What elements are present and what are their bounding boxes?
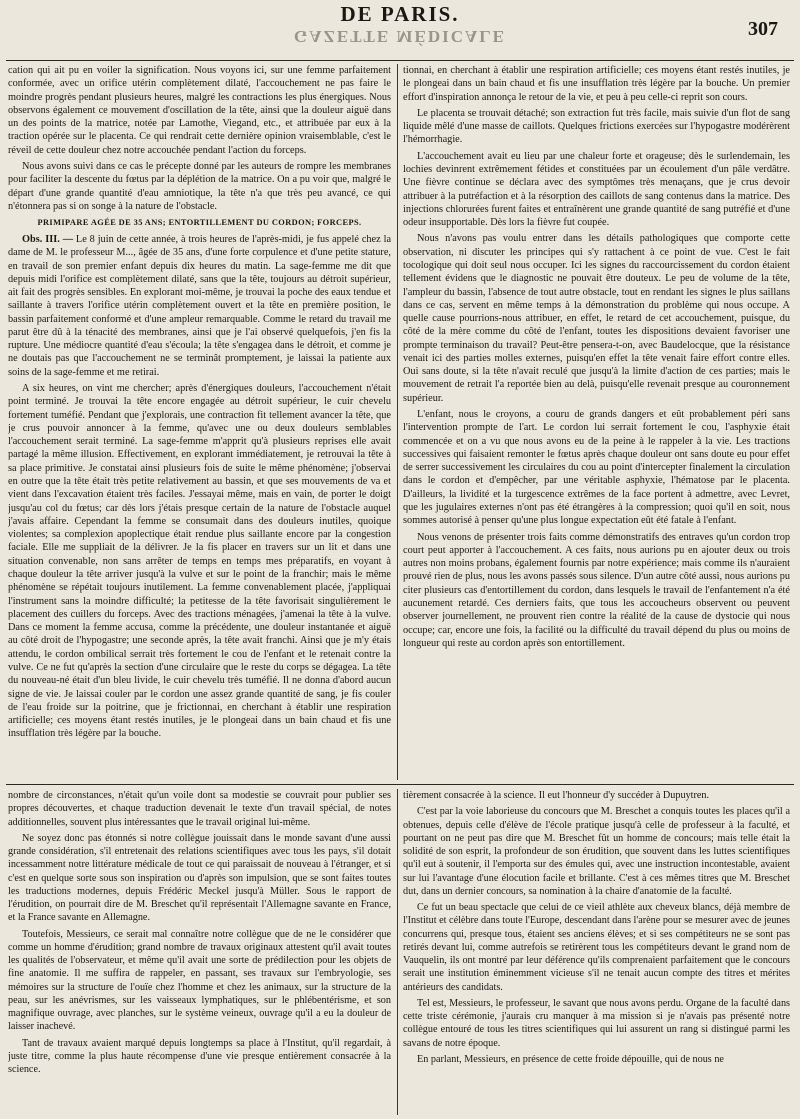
paragraph: En parlant, Messieurs, en présence de cette froide dépouille, qui de nous ne [417, 1053, 724, 1065]
paragraph: tièrement consacrée à la science. Il eut l'honneur d'y succéder à Dupuytren. [403, 790, 710, 801]
paragraph: A six heures, on vint me chercher; après d'énergiques douleurs, l'accouchement n'était point terminé. Je trouvai la tête encore engagée au détroit supérieur, le cuir chevelu fortement tuméfié. Pendant que j'explorais, une contraction fit tellement avancer la tête, que je crus pouvoir annoncer à la femme, qu'avec une ou deux douleurs semblables l'accouchement serait terminé. La sage-femme m'apprit qu'à plusieurs reprises elle avait partagé la même illusion. Effectivement, en explorant immédiatement, je retrouvai la tête à sa place primitive. Je constatai ainsi plusieurs fois de suite le même phénomène; j'observai en outre que la tête était très petite relativement au bassin, et que ses mouvements de va et vient dans l'excavation étaient très faciles. J'essayai même, mais en vain, de porter le doigt jusqu'au col du fœtus; car dès lors j'étais presque certain de la nature de l'obstacle auquel j'avais affaire. Cependant la femme se consumait dans des douleurs inutiles, quoique violentes; sa complexion apoplectique était rendue plus saillante encore par la congestion faciale. Elle me suppliait de la délivrer. Je la fis placer en travers sur un lit et dans une situation convenable, non sans arrêter de temps en temps mes préparatifs, en voyant à chaque douleur la tête arriver jusqu'à la vulve et sur le point de la franchir; mais le même phénomène se répétait toujours inutilement. La femme convenablement placée, j'appliquai l'instrument sans la moindre difficulté; la petitesse de la tête favorisait singulièrement le placement des cuillers du forceps. Avec des tractions ménagées, j'amenai la tête à la vulve. Dans ce moment la femme accusa, comme la précédente, une douleur instantanée et aiguë au côté droit de l'hypogastre; une seconde après, la tête avait franchi. Ainsi que je m'y étais attendu, le cordon ombilical serrait très fortement le cou de l'enfant et le retenait contre la vulve. Ce ne fut qu'après la section d'une circulaire que le reste du corps se dégagea. La tête du nouveau-né était d'un bleu livide, le cuir chevelu très tuméfié. Il ne donna d'abord aucun signe de vie. Je laissai couler par le cordon une assez grande quantité de sang, je fis couler de l'eau froide sur la poitrine, que je frictionnai, en cherchant à établir une respiration artificielle; ces moyens étant restés inutiles, je le plongeai dans un bain chaud et fis une insufflation très légère par la bouche. [8, 383, 391, 740]
paragraph: L'enfant, nous le croyons, a couru de grands dangers et eût probablement péri sans l'intervention prompte de l'art. Le cordon lui serrait fortement le cou, l'asphyxie était commencée et on a vu que nous avons eu de la peine à le rappeler à la vie. Les tractions successives qui faisaient remonter le fœtus après chaque douleur ont sans doute eu pour effet de serrer successivement les circulaires du cou au point d'intercepter finalement la circulation dans le cordon et d'empêcher, par une véritable asphyxie, l'hématose par le placenta. D'ailleurs, la lividité et la turgescence extrêmes de la face portent à admettre, avec Levret, que les jugulaires externes n'ont pas été étrangères à la compression; quoi qu'il en soit, nous sommes autorisé à penser qu'une plus longue expectation eût été fatale à l'enfant. [403, 409, 790, 527]
paragraph: Toutefois, Messieurs, ce serait mal connaître notre collègue que de ne le considérer que comme un homme d'érudition; grand nombre de travaux originaux attestent qu'il avait toutes les qualités de l'observateur, et même qu'il avait une sorte de prédilection pour les objets de fine anatomie. Il me suffira de rappeler, en passant, ses travaux sur l'embryologie, ses mémoires sur la structure de l'ouïe chez l'homme et chez les animaux, sur la structure de la peau, sur les anévrismes, sur les vaisseaux lymphatiques, sur le phlébentérisme, et son magnifique ouvrage, avec planches, sur le système veineux, ouvrage qu'il a eu la douleur de laisser inachevé. [8, 928, 391, 1033]
column-divider [397, 64, 398, 780]
observation-label: Obs. III. — [22, 233, 73, 245]
paragraph: Tant de travaux avaient marqué depuis longtemps sa place à l'Institut, qu'il regardait, à juste titre, comme la plus haute récompense d'une vie presque entièrement consacrée à la science. [8, 1037, 391, 1075]
page-number: 307 [748, 18, 778, 40]
paragraph: Nous venons de présenter trois faits comme démonstratifs des entraves qu'un cordon trop court peut apporter à l'accouchement. A ces faits, nous aurions pu en ajouter deux ou trois autres non moins probans, également fournis par notre expérience; mais comme ils n'auraient prouvé rien de plus, nous les avons passés sous silence. D'un autre côté aussi, nous aurions pu citer plusieurs cas d'entortillement du cordon, dans lesquels le travail de l'enfantement n'a été aucunement retardé. Ces derniers faits, que tous les accoucheurs observent ou peuvent observer journellement, ne prouvent rien contre la réalité de la cause de dystocie qui nous occupe; car, encore une fois, la facilité ou la difficulté du travail dépend du plus ou moins de longueur qui reste au cordon après son entortillement. [403, 531, 790, 649]
column-divider [397, 789, 398, 1115]
paragraph: Nous avons suivi dans ce cas le précepte donné par les auteurs de rompre les membranes pour faciliter la descente du fœtus par la déplétion de la matrice. On a pu voir que, malgré le départ d'une grande quantité d'eau amniotique, la tête n'a que très peu avancé, ce qui n'étonnera pas si on songe à la nature de l'obstacle. [8, 160, 391, 212]
paragraph: Le placenta se trouvait détaché; son extraction fut très facile, mais suivie d'un flot de sang liquide mêlé d'une masse de caillots. Quelques frictions exercées sur l'hypogastre modérèrent l'hémorrhagie. [403, 107, 790, 146]
paragraph: Ce fut un beau spectacle que celui de ce vieil athlète aux cheveux blancs, déjà membre de l'Institut et célèbre dans toute l'Europe, descendant dans l'arène pour se mesurer avec de jeunes concurrens qui, presque tous, étaient ses anciens élèves; et si ses compétiteurs ne se sont pas retirés devant lui, comme autrefois se retirèrent tous les compétiteurs devant le grand nom de Vauquelin, ils ont montré par leur déférence qu'ils comprenaient parfaitement que le concours serait une institution éminemment vicieuse s'il ne tenait aucun compte des titres et mérites antérieurs des candidats. [403, 902, 790, 993]
observation-text: Le 8 juin de cette année, à trois heures de l'après-midi, je fus appelé chez la dame de M. le professeur M..., âgée de 35 ans, d'une forte corpulence et d'une petite stature, en travail de son premier enfant depuis dix heures du matin. La sage-femme me dit que depuis midi l'orifice est complètement dilaté, sans que la tête, toujours au détroit supérieur, ait fait des progrès sensibles. En explorant moi-même, je trouvai la poche des eaux tendue et saillante à travers l'orifice utérin complètement ouvert et la tête en première position, le bassin parfaitement conformé et d'une ampleur remarquable. Comme le retard du travail me parut être dû à la ténacité des membranes, ainsi que je l'ai observé quelquefois, j'en fis la rupture. Une médiocre quantité d'eau s'écoula; la tête s'engagea dans le détroit, et comme je ne doutais pas que l'accouchement ne se terminât promptement, je laissai la patiente aux soins de la sage-femme et me retirai. [8, 233, 391, 378]
paragraph: Tel est, Messieurs, le professeur, le savant que nous avons perdu. Organe de la faculté dans cette triste cérémonie, j'aurais cru manquer à ma mission si je n'avais pas présenté notre collègue entouré de tous les titres scientifiques qui lui assurent un rang si distingué parmi les savans de notre époque. [403, 997, 790, 1049]
column-top-left [8, 64, 391, 780]
paragraph: L'accouchement avait eu lieu par une chaleur forte et orageuse; dès le surlendemain, les lochies devinrent extrêmement fétides et constituées par un écoulement d'un pâle verdâtre. Une fièvre continue se déclara avec des symptômes très menaçans, que je crus devoir attribuer à la putréfaction et à la résorption des caillots de sang contenus dans la matrice. Des injections chlorurées furent faites et entraînèrent une grande quantité de sang putréfié et d'une odeur insupportable. Dès lors la fièvre fut coupée. [403, 150, 790, 229]
observation-paragraph [8, 233, 391, 379]
column-bottom-right [403, 789, 790, 1115]
column-top-right [403, 64, 790, 780]
paragraph: C'est par la voie laborieuse du concours que M. Breschet a conquis toutes les places qu'il a obtenues, depuis celle d'élève de l'école pratique jusqu'à celle de professeur à la faculté, et pourtant on ne peut pas dire que M. Breschet fût un homme de concours; mais telle était la solidité de son esprit, la profondeur de son érudition, que souvent dans les luttes scientifiques qu'il eut à soutenir, il l'emporta sur des émules qui, avec une instruction incontestable, avaient sur lui l'avantage d'une élocution facile et brillante. C'est à ces mêmes titres que M. Breschet dut, dans un dernier concours, sa nomination à la chaire d'anatomie de la faculté. [403, 806, 790, 897]
paragraph: Nous n'avons pas voulu entrer dans les détails pathologiques que comporte cette observation, ni discuter les principes qui s'y rattachent à ce point de vue. C'est le fait tocologique qui doit seul nous occuper. Ici les signes du raccourcissement du cordon étaient tellement évidens que le diagnostic ne pouvait être douteux. Le peu de volume de la tête, l'ampleur du bassin, l'absence de tout autre obstacle, tout en rendant les signes le plus saillans dans ce cas, servent en même temps à la démonstration du problème qui nous occupe. A quelle cause pourrions-nous attribuer, en effet, le retard de cet accouchement, puisque, du côté de la mère comme du côté de l'enfant, toutes les dispositions devaient favoriser une prompte terminaison du travail? Peut-être pensera-t-on, avec Baudelocque, que la résistance venait ici des parties molles externes, puisqu'en effet la tête venait faire effort contre elles. Oui sans doute, si la tête n'avait reculé que jusqu'à la limite d'action de ces parties; mais le mouvement de retrait l'a reportée bien au delà, puisqu'elle revenait presque au couronnement supérieur. [403, 233, 790, 404]
section-heading: PRIMIPARE AGÉE DE 35 ANS; ENTORTILLEMENT DU CORDON; FORCEPS. [37, 218, 362, 228]
running-title: DE PARIS. [340, 2, 460, 26]
paragraph: nombre de circonstances, n'était qu'un voile dont sa modestie se couvrait pour publier ses propres découvertes, et chaque traduction devenait le texte d'un travail spécial, de notes additionnelles, souvent plus intéressantes que le travail original lui-même. [8, 790, 391, 828]
page-header [0, 0, 800, 62]
section-rule [6, 784, 794, 785]
paragraph: tionnai, en cherchant à établir une respiration artificielle; ces moyens étant restés inutiles, je le plongeai dans un bain chaud et fis une insufflation très légère par la bouche. Un premier effort d'inspiration annonça le retour de la vie, et peu à peu celle-ci reprit son cours. [403, 65, 790, 103]
bleed-through-masthead: GAZETTE MÉDICALE [294, 27, 506, 46]
header-rule [6, 60, 794, 61]
paragraph: Ne soyez donc pas étonnés si notre collègue jouissait dans le monde savant d'une aussi grande considération, s'il entretenait des relations scientifiques avec tous les pays, s'il dotait incessamment notre littérature médicale de tout ce qui paraissait de nouveau à l'étranger, et si c'est en quelque sorte sous son inspiration ou d'après son impulsion, que se sont faites toutes les traductions modernes, depuis Frédéric Meckel jusqu'à Müller. Sous le rapport de l'érudition, on pourrait dire de M. Breschet qu'il représentait l'Allemagne savante en France, et la France savante en Allemagne. [8, 832, 391, 924]
paragraph: cation qui ait pu en voiler la signification. Nous voyons ici, sur une femme parfaitement conformée, avec un orifice utérin complètement dilaté, l'accouchement ne pas faire le moindre progrès pendant plusieurs heures, malgré les contractions les plus énergiques. Nous observons également ce mouvement d'oscillation de la tête, ainsi que la douleur aiguë dans un des points de la matrice, notée par Lamothe, Viegand, etc., et attribuée par eux à la traction opérée sur le placenta. Ce qui rendrait cette dernière opinion vraisemblable, c'est le réveil de cette douleur chez notre accouchée pendant l'action du forceps. [8, 65, 391, 156]
column-bottom-left [8, 789, 391, 1115]
